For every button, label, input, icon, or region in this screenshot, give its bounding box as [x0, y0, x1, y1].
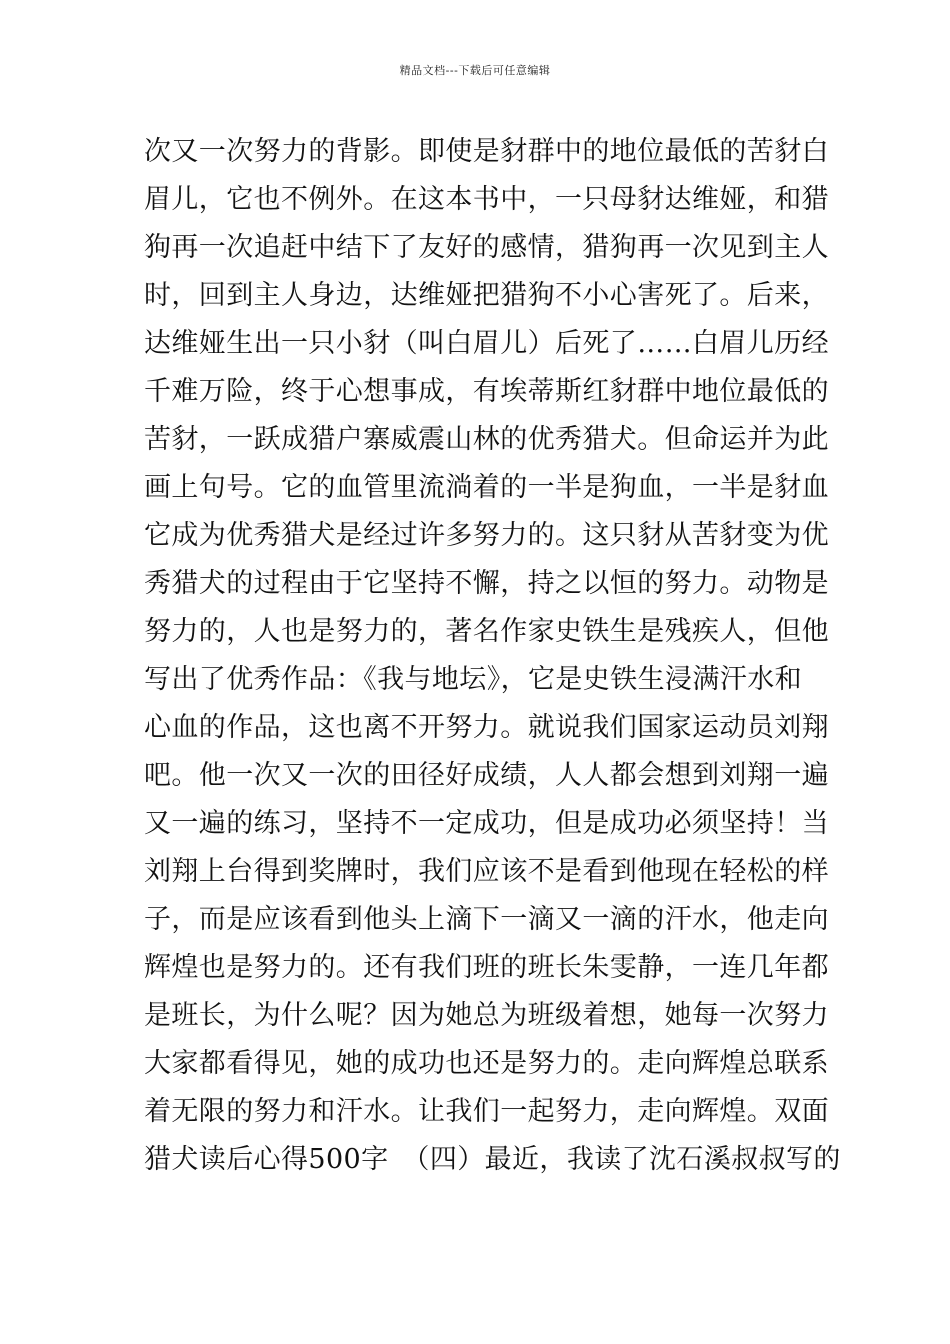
text-line: 大家都看得见，她的成功也还是努力的。走向辉煌总联系: [144, 1048, 829, 1079]
text-line: 努力的，人也是努力的，著名作家史铁生是残疾人，但他: [144, 616, 829, 647]
text-line: 千难万险，终于心想事成，有埃蒂斯红豺群中地位最低的: [144, 376, 829, 407]
text-line: 眉儿，它也不例外。在这本书中，一只母豺达维娅，和猎: [144, 184, 829, 215]
text-line: 写出了优秀作品：《我与地坛》，它是史铁生浸满汗水和: [144, 664, 802, 695]
text-line: 着无限的努力和汗水。让我们一起努力，走向辉煌。双面: [144, 1096, 829, 1127]
text-line: 时，回到主人身边，达维娅把猎狗不小心害死了。后来，: [144, 280, 829, 311]
text-line: 是班长，为什么呢？因为她总为班级着想，她每一次努力: [144, 1000, 829, 1031]
text-line: 心血的作品，这也离不开努力。就说我们国家运动员刘翔: [144, 712, 829, 743]
document-body: [144, 128, 841, 1184]
text-line: 它成为优秀猎犬是经过许多努力的。这只豺从苦豺变为优: [144, 520, 829, 551]
page-header: 精品文档---下载后可任意编辑: [399, 64, 551, 77]
text-line: 秀猎犬的过程由于它坚持不懈，持之以恒的努力。动物是: [144, 568, 829, 599]
text-line: 达维娅生出一只小豺（叫白眉儿）后死了……白眉儿历经: [144, 328, 829, 359]
text-line: 画上句号。它的血管里流淌着的一半是狗血，一半是豺血: [144, 472, 829, 503]
text-line: 苦豺，一跃成猎户寨威震山林的优秀猎犬。但命运并为此: [144, 424, 829, 455]
text-line: 刘翔上台得到奖牌时，我们应该不是看到他现在轻松的样: [144, 856, 829, 887]
text-line: 辉煌也是努力的。还有我们班的班长朱雯静，一连几年都: [144, 952, 829, 983]
text-line: 次又一次努力的背影。即使是豺群中的地位最低的苦豺白: [144, 136, 829, 167]
text-line: 吧。他一次又一次的田径好成绩，人人都会想到刘翔一遍: [144, 760, 829, 791]
text-line: 子，而是应该看到他头上滴下一滴又一滴的汗水，他走向: [144, 904, 829, 935]
text-line: 猎犬读后心得500字 （四）最近，我读了沈石溪叔叔写的: [144, 1144, 841, 1175]
text-line: 又一遍的练习，坚持不一定成功，但是成功必须坚持！当: [144, 808, 829, 839]
text-line: 狗再一次追赶中结下了友好的感情，猎狗再一次见到主人: [144, 232, 829, 263]
